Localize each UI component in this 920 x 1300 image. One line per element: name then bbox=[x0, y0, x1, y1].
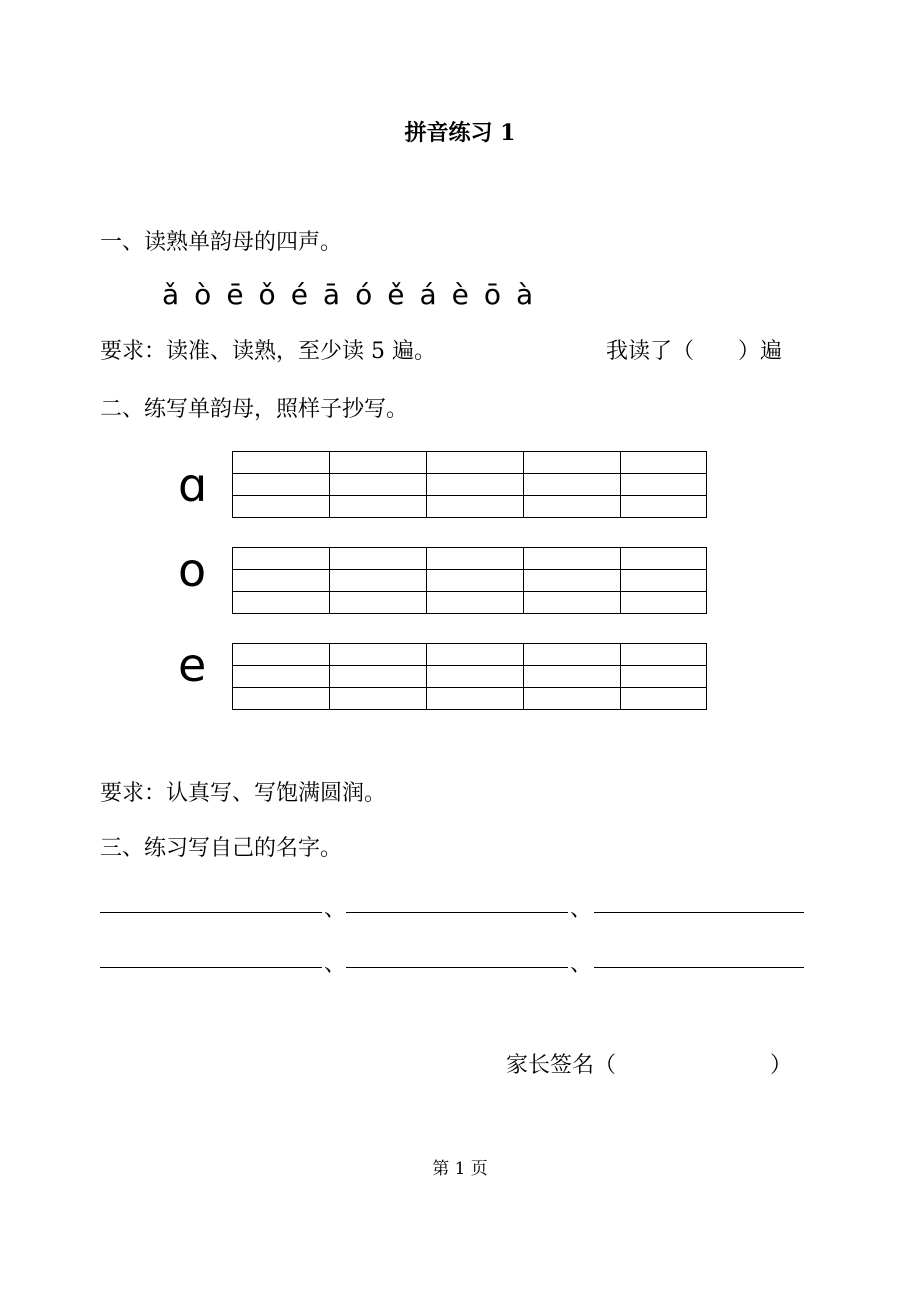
writing-grid-e[interactable] bbox=[232, 643, 707, 710]
tone-item: á bbox=[419, 278, 437, 311]
writing-grid-a[interactable] bbox=[232, 451, 707, 518]
tone-list bbox=[162, 278, 548, 311]
tone-item: ē bbox=[226, 278, 244, 311]
tone-item: ǎ bbox=[162, 278, 180, 311]
letter-e: e bbox=[178, 638, 207, 692]
letter-o: o bbox=[178, 543, 207, 597]
name-blank[interactable] bbox=[594, 882, 804, 913]
read-count-field[interactable]: 我读了（ ）遍 bbox=[606, 339, 783, 364]
section1-heading: 一、读熟单韵母的四声。 bbox=[100, 230, 343, 255]
section3-heading: 三、练习写自己的名字。 bbox=[100, 836, 343, 861]
tone-item: ā bbox=[322, 278, 341, 311]
writing-grid-o[interactable] bbox=[232, 547, 707, 614]
tone-item: ě bbox=[387, 278, 405, 311]
tone-item: è bbox=[451, 278, 469, 311]
tone-item: ó bbox=[355, 278, 373, 311]
tone-item: ō bbox=[483, 278, 502, 311]
letter-a: ɑ bbox=[178, 458, 208, 512]
tone-item: à bbox=[516, 278, 534, 311]
section2-heading: 二、练写单韵母，照样子抄写。 bbox=[100, 397, 409, 422]
name-row-2 bbox=[0, 937, 920, 977]
name-blank[interactable] bbox=[100, 937, 322, 968]
page-number: 第 1 页 bbox=[432, 1159, 488, 1179]
page-title: 拼音练习 1 bbox=[404, 120, 516, 146]
tone-item: é bbox=[290, 278, 308, 311]
name-blank[interactable] bbox=[346, 882, 568, 913]
separator: 、 bbox=[324, 897, 347, 922]
name-blank[interactable] bbox=[346, 937, 568, 968]
section2-requirement: 要求：认真写、写饱满圆润。 bbox=[100, 781, 387, 806]
separator: 、 bbox=[570, 897, 593, 922]
name-blank[interactable] bbox=[100, 882, 322, 913]
name-blank[interactable] bbox=[594, 937, 804, 968]
separator: 、 bbox=[570, 952, 593, 977]
separator: 、 bbox=[324, 952, 347, 977]
section1-requirement: 要求：读准、读熟，至少读 5 遍。 bbox=[100, 339, 436, 364]
parent-signature-field[interactable]: 家长签名（ ） bbox=[506, 1053, 793, 1078]
tone-item: ò bbox=[194, 278, 212, 311]
name-row-1 bbox=[0, 882, 920, 922]
tone-item: ǒ bbox=[258, 278, 276, 311]
